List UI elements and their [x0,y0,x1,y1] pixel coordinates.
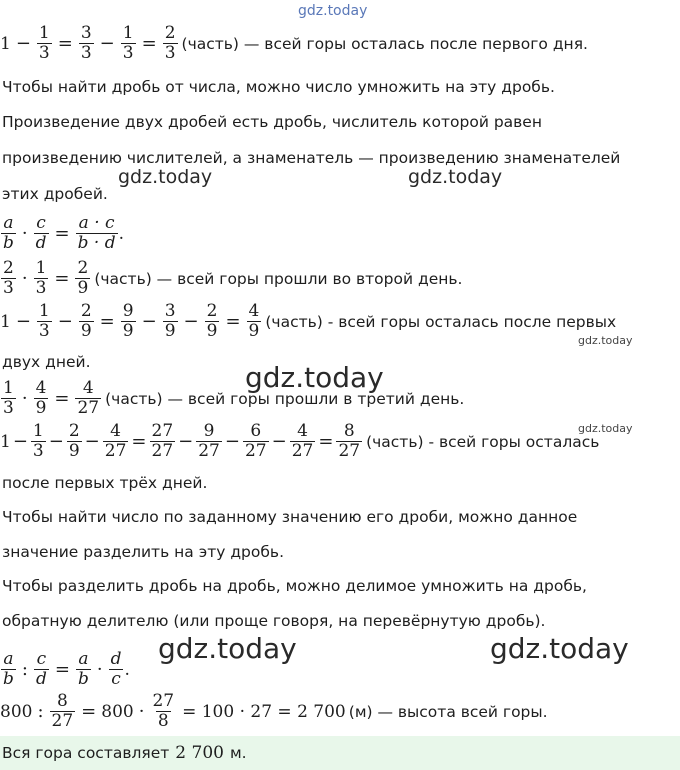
watermark: gdz.today [118,166,213,188]
text-line: Произведение двух дробей есть дробь, числитель которой равен [2,113,542,131]
text-line: произведению числителей, а знаменатель — произведению знаменателей [2,149,621,167]
fraction: $\frac{2}{3}$ [3,258,14,298]
equals-sign: = [54,659,70,680]
equation-caption: (м) — высота всей горы. [348,702,548,721]
fraction: $\frac{9}{9}$ [122,301,134,341]
dot-sign: · [138,701,145,722]
equation-caption: (часть) — всей горы прошли в третий день. [105,389,465,408]
minus-sign: − [224,431,240,452]
text-line: значение разделить на эту дробь. [2,543,284,561]
equation-mountain-height [0,692,548,731]
equation-caption: (часть) — всей горы осталась после первого дня. [181,34,588,53]
text-line: Чтобы разделить дробь на дробь, можно делимое умножить на дробь, [2,577,587,595]
dot-sign: · [96,659,103,680]
fraction: $\frac{1}{3}$ [38,23,50,63]
equals-sign: = [141,33,157,54]
minus-sign: − [48,431,64,452]
minus-sign: − [57,311,73,332]
number: 800 [0,701,33,722]
number: 1 [0,431,11,452]
answer-unit: м. [229,744,247,762]
watermark: gdz.today [408,166,503,188]
fraction: $\frac{a}{b}$ [77,649,89,689]
number: 800 [101,701,134,722]
equals-sign: = [318,431,334,452]
fraction: $\frac{3}{3}$ [80,23,92,63]
fraction: $\frac{4}{27}$ [104,421,127,461]
fraction: $\frac{d}{c}$ [110,649,122,689]
fraction: $\frac{1}{3}$ [38,301,50,341]
period: . [124,659,130,680]
equation-remaining-after-day1 [0,24,588,63]
equals-sign: = [99,311,115,332]
minus-sign: − [15,33,31,54]
minus-sign: − [183,311,199,332]
fraction: $\frac{4}{27}$ [291,421,314,461]
fraction: $\frac{4}{9}$ [248,301,260,341]
watermark: gdz.today [245,361,384,394]
watermark: gdz.today [490,632,629,665]
minus-sign: − [15,311,31,332]
equation-day2 [0,259,462,298]
fraction: $\frac{2}{9}$ [77,258,89,298]
fraction: $\frac{2}{9}$ [206,301,218,341]
watermark-top: gdz.today [298,3,368,19]
watermark: gdz.today [158,632,297,665]
fraction: $\frac{1}{3}$ [35,258,47,298]
fraction: $\frac{c}{d}$ [35,213,47,253]
minus-sign: − [141,311,157,332]
dot-sign: · [21,388,28,409]
minus-sign: − [99,33,115,54]
minus-sign: − [84,431,100,452]
number: 1 [0,311,11,332]
equals-sign: = [131,431,147,452]
equals-sign: = [54,268,70,289]
fraction: $\frac{2}{3}$ [164,23,176,63]
fraction: $\frac{2}{9}$ [68,421,80,461]
equals-sign: = [225,311,241,332]
text-line: этих дробей. [2,185,108,203]
fraction: $\frac{3}{9}$ [164,301,176,341]
fraction: $\frac{6}{27}$ [244,421,267,461]
dot-sign: · [21,268,28,289]
fraction: $\frac{a \cdot c}{b \cdot d}$ [77,213,116,253]
fraction: $\frac{8}{27}$ [338,421,361,461]
fraction: $\frac{4}{9}$ [35,378,47,418]
fraction: $\frac{4}{27}$ [77,378,100,418]
minus-sign: − [12,431,28,452]
equation-caption: (часть) — всей горы прошли во второй день. [94,269,463,288]
text-line: двух дней. [2,353,91,371]
watermark: gdz.today [578,422,633,435]
rule-fraction-multiplication [0,214,124,253]
text-line: обратную делителю (или проще говоря, на перевёрнутую дробь). [2,612,546,630]
fraction: $\frac{8}{27}$ [51,691,74,731]
dot-sign: · [21,223,28,244]
watermark: gdz.today [578,334,633,347]
fraction: $\frac{c}{d}$ [35,649,47,689]
fraction: $\frac{a}{b}$ [3,649,14,689]
fraction: $\frac{a}{b}$ [3,213,14,253]
fraction: $\frac{27}{27}$ [151,421,174,461]
period: . [118,223,124,244]
fraction: $\frac{9}{27}$ [198,421,220,461]
fraction: $\frac{1}{3}$ [122,23,134,63]
fraction: $\frac{2}{9}$ [80,301,92,341]
equals-sign: = [81,701,97,722]
minus-sign: − [271,431,287,452]
rule-fraction-division [0,650,130,689]
calculation: = 100 · 27 = 2 700 [182,701,346,722]
number: 1 [0,33,11,54]
equation-caption: (часть) - всей горы осталась [366,432,600,451]
equation-caption: (часть) - всей горы осталась после первых [265,312,617,331]
text-line: после первых трёх дней. [2,474,208,492]
fraction: $\frac{1}{3}$ [32,421,44,461]
equals-sign: = [54,223,70,244]
fraction: $\frac{1}{3}$ [3,378,14,418]
equals-sign: = [57,33,73,54]
equation-remaining-after-day2 [0,302,616,341]
answer-text: Вся гора составляет [2,744,170,762]
minus-sign: − [178,431,194,452]
fraction: $\frac{27}{8}$ [152,691,175,731]
equals-sign: = [54,388,70,409]
answer-box [0,736,680,770]
text-line: Чтобы найти дробь от числа, можно число умножить на эту дробь. [2,78,555,96]
text-line: Чтобы найти число по заданному значению его дроби, можно данное [2,508,578,526]
equation-day3 [0,379,464,418]
colon-sign: : [21,659,28,680]
equation-remaining-after-day3 [0,422,599,461]
answer-value: 2 700 [175,743,224,763]
colon-sign: : [37,701,44,722]
